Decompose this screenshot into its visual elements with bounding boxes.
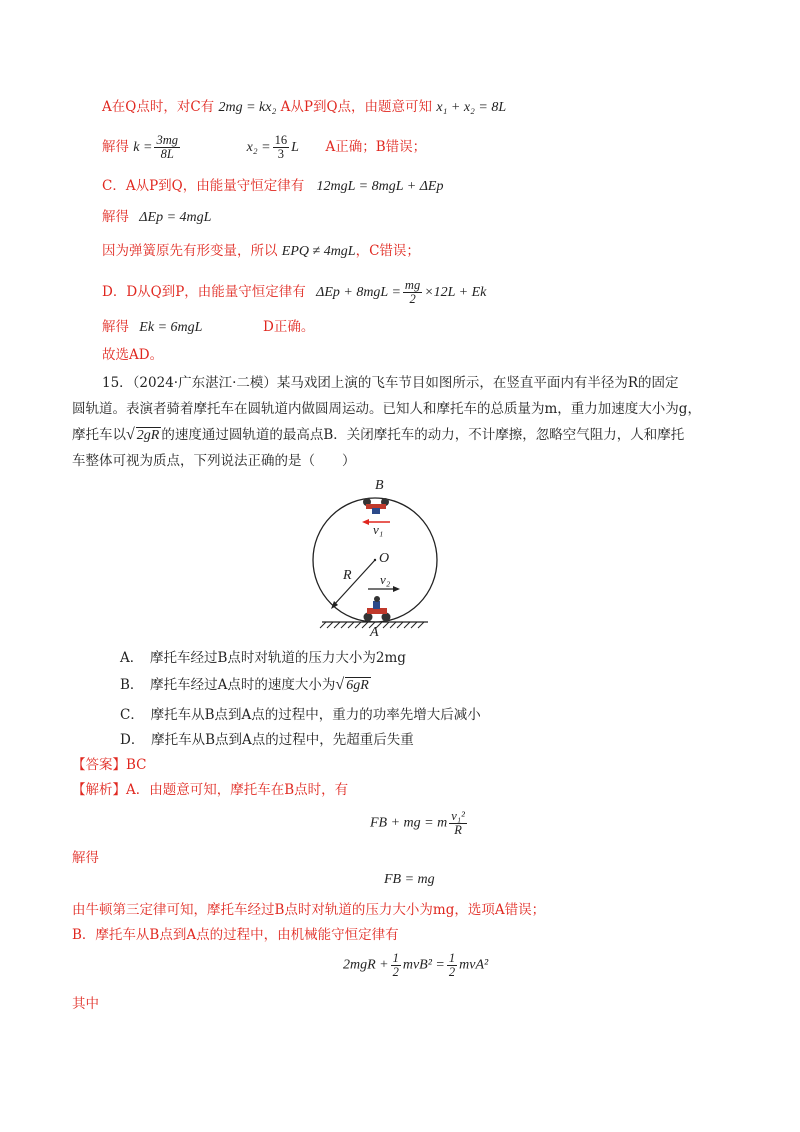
equation: EPQ ≠ 4mgL (281, 244, 356, 259)
text: D正确。 (263, 319, 315, 335)
text: 由牛顿第三定律可知，摩托车经过B点时对轨道的压力大小为mg，选项A错误； (72, 902, 546, 918)
option-text: B． 摩托车经过A点时的速度大小为 (120, 677, 336, 693)
solution-line-1 (102, 97, 506, 118)
question-line-4 (72, 451, 356, 471)
fraction (273, 134, 290, 161)
option-A[interactable] (120, 648, 406, 668)
loop-track-figure (300, 478, 450, 643)
question-line-1 (102, 373, 679, 393)
answer-tag: 【答案】 (72, 757, 126, 773)
center-point (374, 559, 376, 561)
text: 的速度通过圆轨道的最高点B．关闭摩托车的动力，不计摩擦，忽略空气阻力，人和摩托 (161, 427, 685, 443)
equation: FB = mg (384, 872, 435, 887)
solution-line-5 (102, 241, 420, 262)
text: 解得 (102, 139, 129, 155)
numerator: 16 (274, 133, 288, 147)
text: 圆轨道。表演者骑着摩托车在圆轨道内做圆周运动。已知人和摩托车的总质量为m，重力加速度大小为g， (72, 401, 701, 417)
solution-line-6 (102, 279, 486, 306)
equation: 2mg = kx₂ (218, 100, 277, 115)
solution-line-4 (102, 207, 211, 228)
text: 15．（2024·广东湛江·二模）某马戏团上演的飞车节目如图所示，在竖直平面内有半径为R的固定 (102, 375, 679, 391)
equation: Ek = 6mgL (139, 320, 203, 335)
equation: ΔEp = 4mgL (139, 210, 212, 225)
option-C[interactable] (120, 705, 481, 725)
denominator: 2 (392, 965, 399, 979)
option-D[interactable] (120, 730, 414, 750)
equation: x₂ = (246, 140, 271, 155)
analysis-line-5 (72, 994, 99, 1014)
analysis-line-3 (72, 900, 545, 920)
option-B[interactable] (120, 675, 371, 695)
denominator: 2 (409, 292, 416, 306)
equation-part: mvA² (459, 957, 489, 973)
solution-line-8 (102, 345, 163, 365)
fraction (391, 952, 401, 979)
sqrt-sign: √ (335, 676, 345, 693)
numerator: v₁² (451, 809, 465, 823)
equation: x₁ + x₂ = 8L (436, 100, 507, 115)
motorcycle-top-icon (363, 498, 389, 514)
fraction (154, 134, 180, 161)
label-B: B (375, 478, 384, 493)
numerator: 1 (448, 951, 456, 965)
label-A: A (370, 625, 379, 640)
motorcycle-bottom-icon (364, 596, 391, 622)
numerator: 3mg (156, 133, 178, 147)
denominator: 3 (277, 147, 284, 161)
solution-line-2 (102, 134, 426, 161)
text: 因为弹簧原先有形变量，所以 (102, 243, 278, 259)
equation: ×12L + Ek (424, 285, 487, 300)
option-text: A． 摩托车经过B点时对轨道的压力大小为2mg (120, 650, 406, 666)
equation: 12mgL = 8mgL + ΔEp (316, 179, 444, 194)
text: A从P到Q点，由题意可知 (280, 99, 433, 115)
equation-3 (343, 952, 488, 979)
text: A正确；B错误； (325, 139, 427, 155)
label-v1: v₁ (373, 522, 384, 537)
denominator: 8L (160, 147, 174, 161)
label-v2: v₂ (380, 572, 391, 587)
analysis-tag: 【解析】 (72, 782, 126, 798)
text: C．A从P到Q，由能量守恒定律有 (102, 178, 305, 194)
sqrt-content: 6gR (346, 678, 369, 693)
fraction (447, 952, 457, 979)
analysis-line-4 (72, 925, 399, 945)
denominator: R (454, 823, 462, 837)
numerator: 1 (392, 951, 399, 965)
label-R: R (343, 568, 352, 583)
equation: ΔEp + 8mgL = (316, 285, 401, 300)
fraction (449, 810, 467, 837)
option-text: D． 摩托车从B点到A点的过程中，先超重后失重 (120, 732, 414, 748)
text: 车整体可视为质点，下列说法正确的是（ ） (72, 453, 356, 469)
equation-part: 2mgR + (343, 957, 389, 973)
solution-line-3 (102, 176, 443, 197)
text: 故选AD。 (102, 347, 164, 363)
question-line-3 (72, 425, 684, 445)
sqrt-sign: √ (126, 426, 135, 443)
answer-line (72, 755, 147, 775)
analysis-line-2 (72, 848, 99, 868)
solution-line-7 (102, 317, 314, 338)
denominator: 2 (448, 965, 456, 979)
text: ，C错误； (355, 243, 420, 259)
text: A．由题意可知，摩托车在B点时，有 (126, 782, 349, 798)
sqrt-content: 2gR (136, 428, 160, 443)
text: 摩托车以 (72, 427, 126, 443)
text: A在Q点时，对C有 (102, 99, 215, 115)
radius-line (333, 560, 375, 606)
option-text: C． 摩托车从B点到A点的过程中，重力的功率先增大后减小 (120, 707, 481, 723)
text: 其中 (72, 996, 99, 1012)
analysis-line-1 (72, 780, 348, 800)
equation: k = (133, 140, 153, 155)
equation: L (291, 140, 299, 155)
answer-value: BC (126, 757, 147, 773)
equation-part: mvB² = (402, 957, 445, 973)
equation-left: FB + mg = m (370, 815, 448, 831)
text: D．D从Q到P，由能量守恒定律有 (102, 284, 306, 300)
text: B．摩托车从B点到A点的过程中，由机械能守恒定律有 (72, 927, 399, 943)
text: 解得 (102, 319, 129, 335)
text: 解得 (102, 209, 129, 225)
label-O: O (379, 551, 390, 566)
text: 解得 (72, 850, 99, 866)
equation-2 (384, 872, 435, 888)
question-line-2 (72, 399, 701, 419)
equation-1 (370, 810, 469, 837)
numerator: mg (404, 278, 421, 292)
fraction (403, 279, 422, 306)
